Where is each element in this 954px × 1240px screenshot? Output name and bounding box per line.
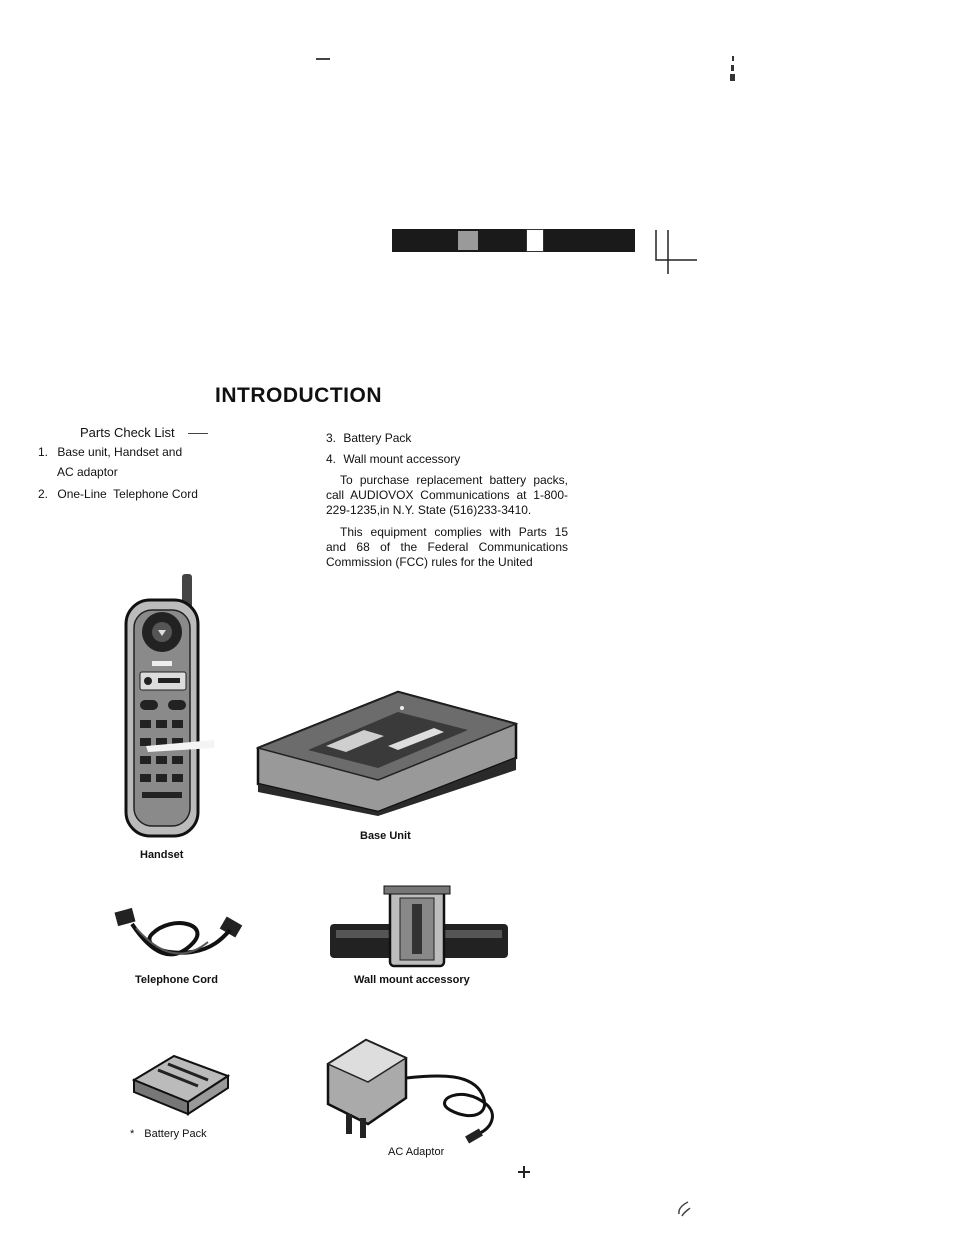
caption-wall-mount: Wall mount accessory <box>354 974 470 986</box>
caption-ac-adaptor: AC Adaptor <box>388 1146 445 1158</box>
replacement-battery-paragraph: To purchase replacement battery packs, call AUDIOVOX Communications at 1-800-229-1235,in N.Y. State (516)233-3410. <box>326 473 568 517</box>
registration-bar-white-segment <box>526 229 544 252</box>
registration-bar-gray-segment <box>458 231 478 250</box>
crop-mark-icon <box>655 230 697 274</box>
page-title: INTRODUCTION <box>215 384 382 407</box>
parts-check-list-title: Parts Check List <box>80 425 238 441</box>
battery-pack-illustration-icon <box>128 1050 232 1120</box>
base-unit-illustration-icon <box>248 688 522 818</box>
parts-check-list <box>38 425 238 502</box>
registration-bar <box>392 229 635 252</box>
handset-illustration-icon <box>118 570 216 840</box>
list-item: 3. Battery Pack <box>326 431 412 445</box>
list-item: 4. Wall mount accessory <box>326 452 461 466</box>
telephone-cord-illustration-icon <box>112 894 252 966</box>
list-item: 1. Base unit, Handset and AC adaptor <box>38 445 183 479</box>
fcc-compliance-paragraph: This equipment complies with Parts 15 and 68 of the Federal Communications Commission (FCC) rules for the United <box>326 525 568 569</box>
caption-handset: Handset <box>140 849 184 861</box>
scan-corner-mark-icon <box>676 1200 692 1218</box>
caption-base-unit: Base Unit <box>360 830 411 842</box>
scan-plus-mark-icon <box>518 1166 530 1178</box>
caption-battery-pack: * Battery Pack <box>130 1128 207 1140</box>
caption-telephone-cord: Telephone Cord <box>135 974 218 986</box>
ac-adaptor-illustration-icon <box>322 1034 514 1150</box>
battery-asterisk: * <box>130 1128 135 1140</box>
right-column-text <box>326 431 568 577</box>
scan-dash-mark <box>188 433 208 434</box>
wall-mount-illustration-icon <box>326 884 512 970</box>
scan-dash-mark <box>316 58 330 60</box>
scan-edge-mark <box>730 56 736 82</box>
list-item: 2. One-Line Telephone Cord <box>38 487 198 501</box>
